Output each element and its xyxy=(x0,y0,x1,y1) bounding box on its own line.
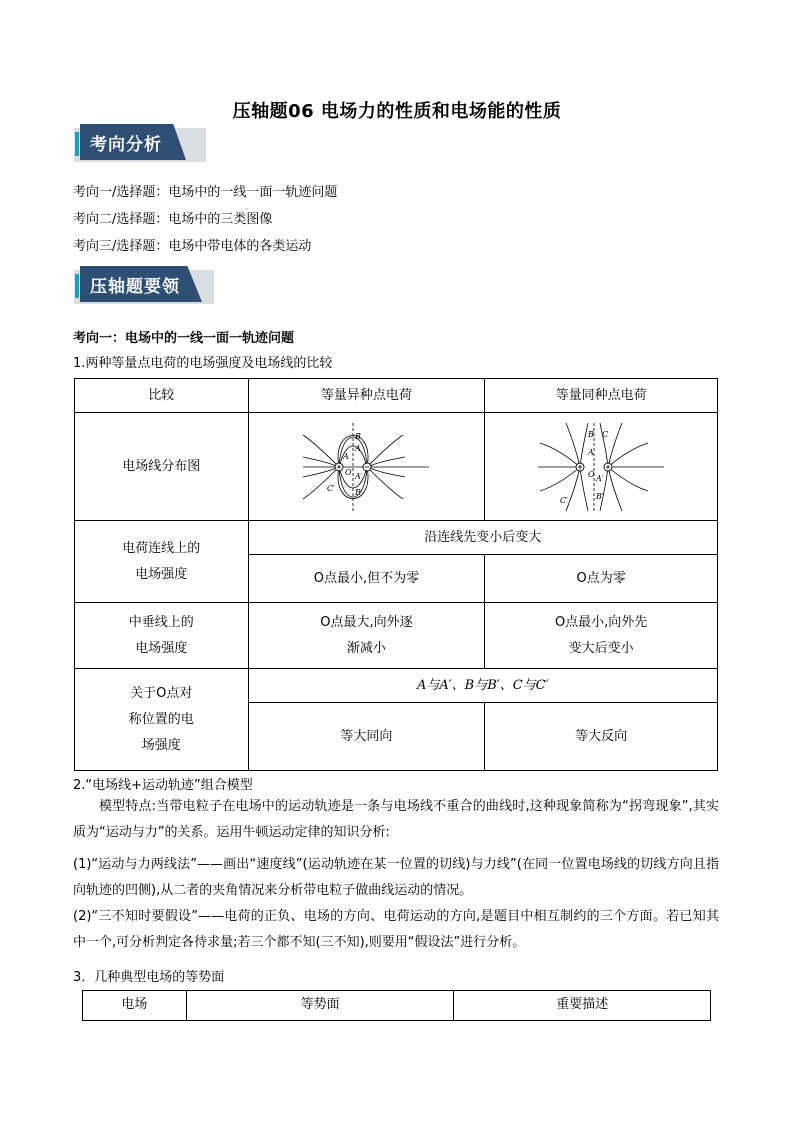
figure-label: C′ xyxy=(327,483,336,493)
row-label-line: 场强度 xyxy=(141,737,181,753)
table-cell xyxy=(75,521,249,603)
like-charges-field-lines-figure xyxy=(536,419,666,515)
table-cell: O点为零 xyxy=(485,555,718,603)
item-title: 1.两种等量点电荷的电场强度及电场线的比较 xyxy=(73,356,333,371)
table-cell xyxy=(248,669,717,703)
row-label-line: 电场强度 xyxy=(135,640,188,656)
section-banner-analysis xyxy=(74,124,212,164)
figure-label: C′ xyxy=(560,495,569,505)
table-header: 电场 xyxy=(83,991,187,1021)
figure-label: A xyxy=(588,447,594,457)
figure-label: A xyxy=(355,443,362,453)
section-banner-key xyxy=(74,266,212,306)
table-cell: 电场线分布图 xyxy=(75,413,249,521)
like-charges-figure-cell xyxy=(485,413,718,521)
item-title: 2.“电场线+运动轨迹”组合模型 xyxy=(73,778,253,793)
model-paragraph: 模型特点:当带电粒子在电场中的运动轨迹是一条与电场线不重合的曲线时,这种现象简称为“拐弯现象”,其实质为“运动与力”的关系。运用牛顿运动定律的知识分析: xyxy=(73,799,719,840)
row-label-line: 称位置的电 xyxy=(128,711,194,727)
symmetric-points-text: A与A′、B与B′、C与C′ xyxy=(416,677,549,693)
table-header: 等势面 xyxy=(186,991,454,1021)
table-cell: O点最小,但不为零 xyxy=(248,555,485,603)
row-label-line: 电场强度 xyxy=(135,566,188,582)
direction-item: 考向二/选择题：电场中的三类图像 xyxy=(73,212,273,227)
figure-label: A′ xyxy=(355,471,363,481)
row-label-line: 关于O点对 xyxy=(130,685,193,701)
cell-line: 变大后变小 xyxy=(568,640,634,656)
table-cell: 沿连线先变小后变大 xyxy=(248,521,717,555)
equipotential-table xyxy=(82,990,711,1021)
table-cell xyxy=(75,603,249,669)
figure-label: O xyxy=(588,469,595,479)
figure-label: B′ xyxy=(355,487,364,497)
cell-line: O点最大,向外逐 xyxy=(320,614,413,630)
cell-line: 渐减小 xyxy=(346,640,386,656)
table-cell: 等大同向 xyxy=(248,703,485,771)
table-header: 比较 xyxy=(75,379,249,413)
direction-item: 考向三/选择题：电场中带电体的各类运动 xyxy=(73,239,312,254)
figure-label: B′ xyxy=(596,491,604,501)
figure-label: B xyxy=(588,429,595,439)
unlike-charges-figure-cell xyxy=(248,413,485,521)
row-label-line: 中垂线上的 xyxy=(128,614,194,630)
unlike-charges-field-lines-figure xyxy=(301,419,431,515)
section-banner-label: 压轴题要领 xyxy=(90,277,180,297)
figure-label: A′ xyxy=(596,473,604,483)
model-point: (1)“运动与力两线法”——画出“速度线”(运动轨迹在某一位置的切线)与力线”(在同一位置电场线的切线方向且指向轨迹的凹侧),从二者的夹角情况来分析带电粒子做曲线运动的情况。 xyxy=(73,857,719,898)
table-header: 重要描述 xyxy=(454,991,711,1021)
row-label-line: 电荷连线上的 xyxy=(122,540,201,556)
page-title: 压轴题06 电场力的性质和电场能的性质 xyxy=(232,101,562,122)
figure-label: A xyxy=(343,451,350,461)
item-title: 3．几种典型电场的等势面 xyxy=(73,970,225,985)
figure-label: B xyxy=(355,431,362,441)
figure-label: C xyxy=(602,429,609,439)
comparison-table xyxy=(74,378,718,771)
table-header: 等量异种点电荷 xyxy=(248,379,485,413)
table-header: 等量同种点电荷 xyxy=(485,379,718,413)
table-cell xyxy=(485,603,718,669)
figure-label: O xyxy=(345,467,352,477)
model-point: (2)“三不知时要假设”——电荷的正负、电场的方向、电荷运动的方向,是题目中相互制约的三个方面。若已知其中一个,可分析判定各待求量;若三个都不知(三不知),则要用“假设法”进行分析。 xyxy=(73,909,719,950)
table-cell: 等大反向 xyxy=(485,703,718,771)
table-cell xyxy=(75,669,249,771)
direction-item: 考向一/选择题：电场中的一线一面一轨迹问题 xyxy=(73,185,338,200)
cell-line: O点最小,向外先 xyxy=(554,614,648,630)
direction-heading: 考向一：电场中的一线一面一轨迹问题 xyxy=(73,331,295,346)
section-banner-label: 考向分析 xyxy=(90,135,162,155)
table-cell xyxy=(248,603,485,669)
